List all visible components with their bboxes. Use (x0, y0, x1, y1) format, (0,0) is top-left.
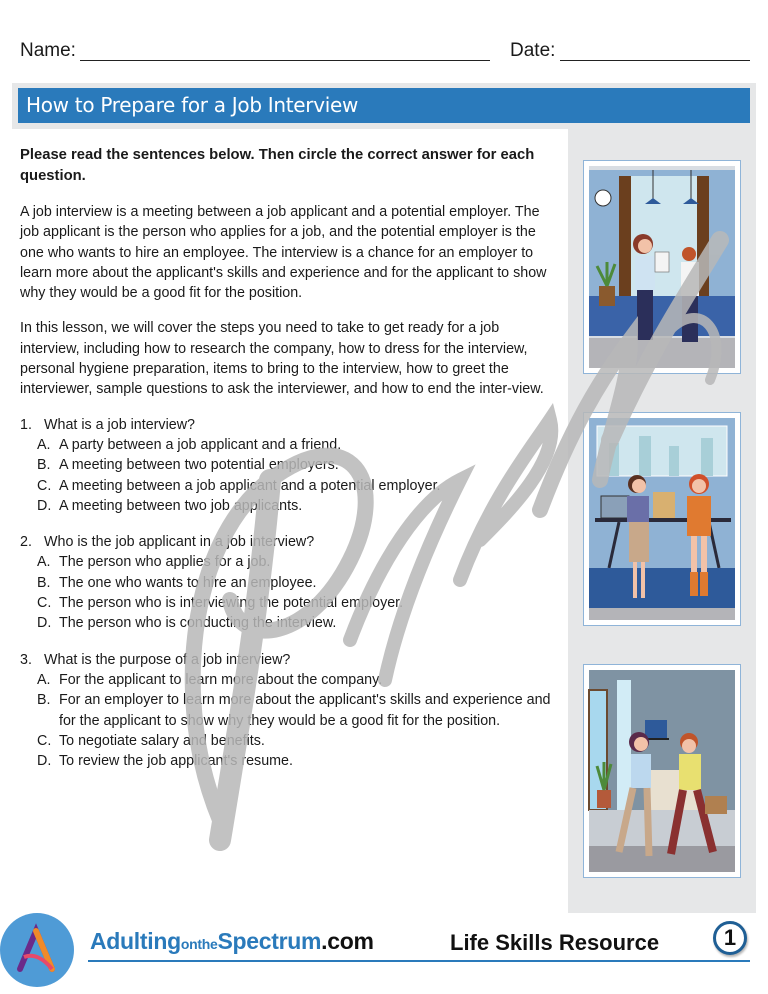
option-text: A meeting between two job applicants. (59, 497, 303, 514)
option-text: A meeting between a job applicant and a potential employer. (59, 477, 441, 494)
option-letter: C. (37, 732, 52, 749)
brand-part: onthe (180, 936, 218, 952)
illustration-2-frame (583, 412, 741, 626)
answer-option[interactable] (20, 670, 560, 690)
option-text: A party between a job applicant and a friend. (59, 436, 342, 453)
intro-paragraph-2: In this lesson, we will cover the steps you need to take to get ready for a job interview, including how to research the company, how to dress for the interview, personal hygiene preparation, items to bring to the interview, how to greet the interviewer, sample questions to ask the interviewer, and how to end the inter-view. (20, 320, 544, 398)
option-text: To negotiate salary and benefits. (59, 732, 265, 749)
option-text: The person who is conducting the interview. (59, 615, 337, 632)
option-letter: D. (37, 615, 52, 632)
brand-part: .com (321, 928, 374, 954)
option-text: The person who applies for a job. (59, 554, 271, 571)
footer-tagline: Life Skills Resource (450, 930, 660, 955)
answer-option[interactable] (20, 455, 560, 475)
option-text: A meeting between two potential employers. (59, 457, 339, 474)
answer-option[interactable] (20, 552, 560, 572)
name-label: Name: (20, 40, 76, 61)
page-number-badge: 1 (713, 921, 747, 955)
answer-option[interactable] (20, 435, 560, 455)
question-text: Who is the job applicant in a job interview? (44, 534, 315, 551)
option-letter: B. (37, 692, 51, 709)
answer-option[interactable] (20, 573, 560, 593)
question-number: 1. (20, 416, 32, 433)
brand-part: Adulting (90, 928, 181, 954)
option-letter: A. (37, 554, 51, 571)
interviewer-with-clipboard-illustration (589, 166, 735, 368)
name-date-row (20, 40, 752, 66)
svg-text:Preview: Preview (130, 167, 187, 184)
option-letter: A. (37, 436, 51, 453)
option-letter: C. (37, 477, 52, 494)
option-letter: B. (37, 574, 51, 591)
intro-paragraph-1: A job interview is a meeting between a job applicant and a potential employer. The job applicant is the person who applies for a job, and the potential employer is the one who wants to hire an employee. The interview is a chance for an employer to learn more about the applicant's skills and experience and for the applicant to show why they would be a good fit for the position. (20, 204, 547, 302)
question-1 (20, 415, 560, 516)
answer-option[interactable] (20, 593, 560, 613)
page-title: How to Prepare for a Job Interview (18, 88, 750, 123)
illustration-1-frame (583, 160, 741, 374)
instructions: Please read the sentences below. Then circle the correct answer for each question. (20, 147, 535, 184)
two-women-talking-illustration (589, 418, 735, 620)
man-and-woman-walking-illustration (589, 670, 735, 872)
question-number: 2. (20, 534, 32, 551)
question-number: 3. (20, 651, 32, 668)
question-text: What is the purpose of a job interview? (44, 651, 291, 668)
date-field[interactable] (560, 60, 750, 61)
option-text: The person who is interviewing the potential employer. (59, 595, 404, 612)
answer-option[interactable] (20, 751, 560, 771)
option-letter: A. (37, 671, 51, 688)
question-2 (20, 532, 560, 633)
spectrum-a-logo-icon (0, 913, 74, 987)
date-label: Date: (510, 40, 556, 61)
answer-option[interactable] (20, 476, 560, 496)
option-text: For an employer to learn more about the applicant's skills and experience and for the applicant to show why they would be a good fit for the position. (59, 692, 551, 729)
question-text: What is a job interview? (44, 416, 195, 433)
brand-url[interactable] (90, 928, 374, 955)
option-letter: D. (37, 497, 52, 514)
illustration-3-frame (583, 664, 741, 878)
worksheet-content (20, 145, 560, 787)
option-text: For the applicant to learn more about the company. (59, 671, 383, 688)
brand-logo (0, 913, 74, 987)
footer-divider (88, 960, 750, 962)
option-text: The one who wants to hire an employee. (59, 574, 317, 591)
option-letter: B. (37, 457, 51, 474)
brand-part: Spectrum (217, 928, 322, 954)
answer-option[interactable] (20, 690, 560, 731)
answer-option[interactable] (20, 496, 560, 516)
option-letter: D. (37, 753, 52, 770)
question-3 (20, 650, 560, 772)
answer-option[interactable] (20, 613, 560, 633)
name-field[interactable] (80, 60, 490, 61)
answer-option[interactable] (20, 731, 560, 751)
option-letter: C. (37, 595, 52, 612)
option-text: To review the job applicant's resume. (59, 753, 293, 770)
